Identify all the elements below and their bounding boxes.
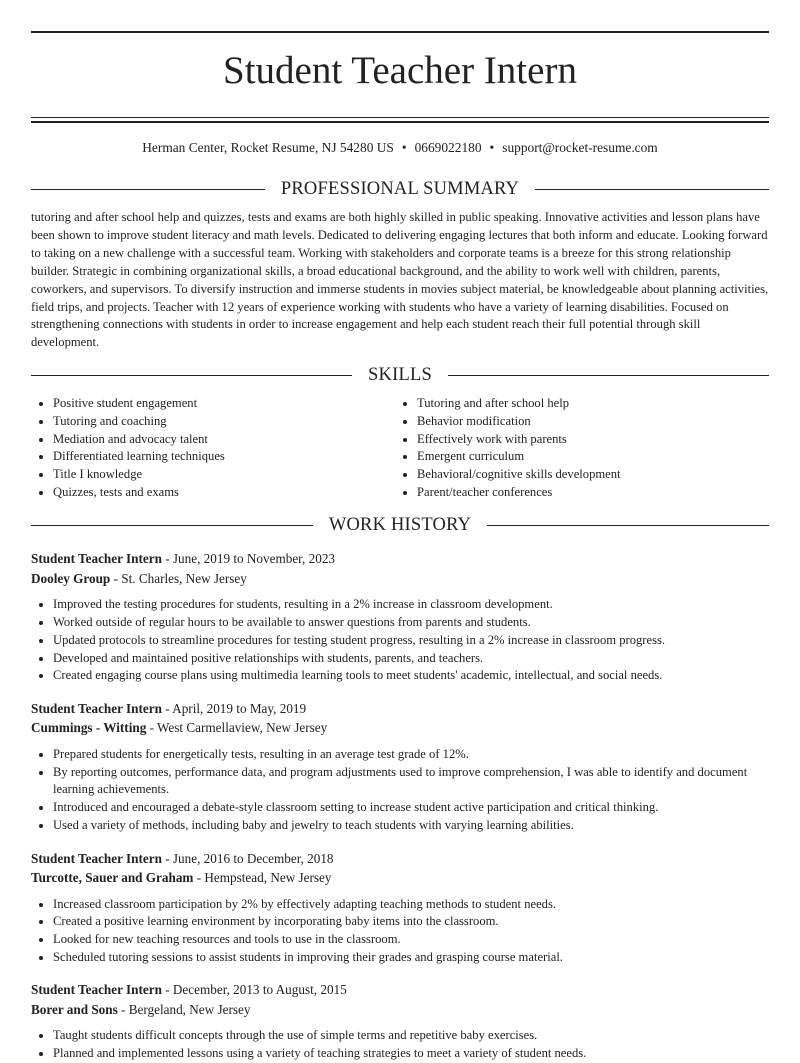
job-company: Dooley Group bbox=[31, 570, 111, 586]
summary-text: tutoring and after school help and quizzes, tests and exams are both highly skilled in public speaking. Innovative activities and lesson plans have been shown to improve student literacy and math levels. Dedicated to delivering engaging lectures that both inform and educate. Looking forward to taking on a new challenge with a successful team. Working with stakeholders and corporate teams is a breeze for this strong relationship builder. Strategic in combining organizational skills, a broad educational background, and the ability to work well with children, parents, coworkers, and supervisors. To diversify instruction and immerse students in movies subject material, be knowledgeable about planning activities, field trips, and projects. Teacher with 12 years of experience working with students who have a variety of learning disabilities. Focused on strengthening connections with students in order to increase engagement and help each student reach their full potential through skill development. bbox=[31, 210, 769, 350]
skills-column-right bbox=[395, 395, 759, 501]
job-dates: - December, 2013 to August, 2015 bbox=[161, 982, 347, 998]
work-heading-label: WORK HISTORY bbox=[328, 515, 472, 536]
job-title: Student Teacher Intern bbox=[31, 982, 162, 998]
resume-page bbox=[31, 31, 769, 1063]
job-company: Cummings - Witting bbox=[31, 720, 147, 736]
job-title: Student Teacher Intern bbox=[31, 850, 162, 866]
job-bullet: Planned and implemented lessons using a variety of teaching strategies to meet a variety of student needs. bbox=[31, 1045, 769, 1063]
summary-heading bbox=[31, 178, 769, 200]
heading-rule bbox=[31, 189, 265, 190]
contact-separator: • bbox=[489, 140, 495, 155]
work-history-list bbox=[31, 549, 769, 1062]
job-location: - West Carmellaview, New Jersey bbox=[146, 720, 328, 736]
job-title-line bbox=[31, 699, 769, 719]
job-entry bbox=[31, 549, 769, 685]
job-dates: - April, 2019 to May, 2019 bbox=[161, 700, 307, 716]
heading-rule bbox=[487, 525, 769, 526]
job-entry bbox=[31, 699, 769, 835]
skill-item: Parent/teacher conferences bbox=[395, 484, 759, 502]
job-bullet: Introduced and encouraged a debate-style classroom setting to increase student active participation and critical thinking. bbox=[31, 799, 769, 817]
contact-address: Herman Center, Rocket Resume, NJ 54280 US bbox=[142, 140, 394, 155]
job-dates: - June, 2016 to December, 2018 bbox=[161, 850, 334, 866]
skill-item: Behavioral/cognitive skills development bbox=[395, 466, 759, 484]
skill-item: Effectively work with parents bbox=[395, 431, 759, 449]
skill-item: Behavior modification bbox=[395, 413, 759, 431]
skills-heading-label: SKILLS bbox=[368, 365, 432, 386]
heading-rule bbox=[31, 525, 313, 526]
job-title: Student Teacher Intern bbox=[31, 551, 162, 567]
title-double-rule bbox=[31, 117, 769, 123]
job-title: Student Teacher Intern bbox=[31, 700, 162, 716]
job-bullet: Created engaging course plans using multimedia learning tools to meet students' academic, intellectual, and social needs. bbox=[31, 667, 769, 685]
job-title-line bbox=[31, 980, 769, 1000]
skills-list bbox=[31, 395, 769, 501]
skill-item: Emergent curriculum bbox=[395, 448, 759, 466]
skills-heading bbox=[31, 364, 769, 386]
job-entry bbox=[31, 849, 769, 967]
job-location: - Hempstead, New Jersey bbox=[193, 870, 332, 885]
contact-phone: 0669022180 bbox=[414, 140, 482, 155]
heading-rule bbox=[535, 189, 769, 190]
job-bullets bbox=[31, 1027, 769, 1062]
job-bullets bbox=[31, 746, 769, 835]
skill-item: Positive student engagement bbox=[31, 395, 395, 413]
contact-line bbox=[31, 140, 769, 156]
job-entry bbox=[31, 980, 769, 1062]
job-bullet: Scheduled tutoring sessions to assist students in improving their grades and grasping course material. bbox=[31, 949, 769, 967]
job-title-line bbox=[31, 849, 769, 869]
job-bullet: Looked for new teaching resources and tools to use in the classroom. bbox=[31, 931, 769, 949]
top-rule bbox=[31, 31, 769, 33]
skills-column-left bbox=[31, 395, 395, 501]
job-location: - Bergeland, New Jersey bbox=[117, 1001, 251, 1017]
skill-item: Title I knowledge bbox=[31, 466, 395, 484]
work-heading bbox=[31, 514, 769, 536]
skill-item: Tutoring and after school help bbox=[395, 395, 759, 413]
job-bullet: Increased classroom participation by 2% by effectively adapting teaching methods to student needs. bbox=[31, 896, 769, 914]
job-bullets bbox=[31, 596, 769, 685]
job-company: Borer and Sons bbox=[31, 1001, 118, 1017]
job-company-line bbox=[31, 868, 769, 888]
job-company-line bbox=[31, 1000, 769, 1020]
job-bullets bbox=[31, 896, 769, 967]
contact-separator: • bbox=[401, 140, 407, 155]
heading-rule bbox=[31, 375, 352, 376]
job-bullet: Taught students difficult concepts through the use of simple terms and repetitive baby exercises. bbox=[31, 1027, 769, 1045]
job-dates: - June, 2019 to November, 2023 bbox=[161, 551, 336, 567]
job-bullet: Improved the testing procedures for students, resulting in a 2% increase in classroom development. bbox=[31, 596, 769, 614]
skill-item: Quizzes, tests and exams bbox=[31, 484, 395, 502]
job-title-line bbox=[31, 549, 769, 569]
skill-item: Mediation and advocacy talent bbox=[31, 431, 395, 449]
job-bullet: Used a variety of methods, including baby and jewelry to teach students with varying learning abilities. bbox=[31, 817, 769, 835]
job-company: Turcotte, Sauer and Graham bbox=[31, 870, 194, 885]
job-bullet: Developed and maintained positive relationships with students, parents, and teachers. bbox=[31, 650, 769, 668]
summary-heading-label: PROFESSIONAL SUMMARY bbox=[280, 179, 520, 199]
contact-email: support@rocket-resume.com bbox=[502, 140, 658, 155]
job-company-line bbox=[31, 718, 769, 738]
job-bullet: By reporting outcomes, performance data, and program adjustments used to improve comprehension, I was able to identify and document learning achievements. bbox=[31, 764, 769, 799]
skill-item: Tutoring and coaching bbox=[31, 413, 395, 431]
job-bullet: Prepared students for energetically tests, resulting in an average test grade of 12%. bbox=[31, 746, 769, 764]
job-bullet: Worked outside of regular hours to be available to answer questions from parents and students. bbox=[31, 614, 769, 632]
heading-rule bbox=[448, 375, 769, 376]
job-location: - St. Charles, New Jersey bbox=[110, 570, 247, 586]
job-company-line bbox=[31, 569, 769, 589]
job-bullet: Created a positive learning environment by incorporating baby items into the classroom. bbox=[31, 913, 769, 931]
page-title: Student Teacher Intern bbox=[223, 49, 577, 92]
skill-item: Differentiated learning techniques bbox=[31, 448, 395, 466]
job-bullet: Updated protocols to streamline procedures for testing student progress, resulting in a 2% increase in classroom progress. bbox=[31, 632, 769, 650]
